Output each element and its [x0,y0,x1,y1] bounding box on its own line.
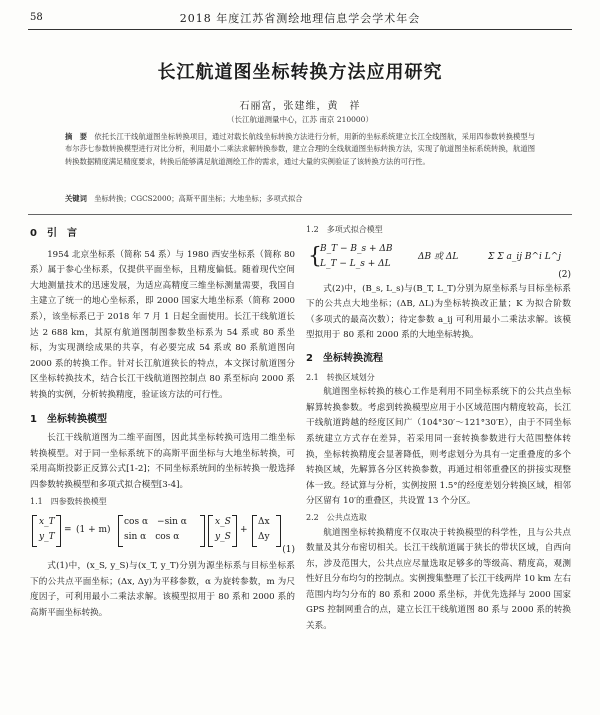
section-introduction: 0 引 言 [30,228,77,239]
abstract-text: 依托长江干线航道图坐标转换项目，通过对载长航线坐标转换方法进行分析，用新的坐标系统建立长江全线图航，采用四参数转换模型与布尔莎七参数转换模型进行对比分析，利用最小二乘法求解转换参数，建立合理的全线航道图坐标转换方法，实现了航道图坐标系统转换，航道图转换数据精度满足精度要求，转换后能够满足航道测绘工作的需求，通过大量的实例验证了该转换方法的可行性。 [65,132,536,166]
keywords [65,193,535,205]
eq2-line-l: L_T − L_s + ΔL [320,258,391,269]
affiliation: （长江航道测量中心，江苏 南京 210000） [227,115,373,124]
eq1-shift-x: Δx [258,517,270,528]
eq1-src-x: x_S [215,517,231,528]
authors: 石丽富，张建维，黄 祥 [239,101,361,112]
eq1-shift-y: Δy [258,532,270,543]
eq1-src-y: y_S [215,532,231,543]
section-model: 1 坐标转换模型 [30,413,107,425]
eq1-lhs-x: x_T [39,517,55,528]
subsection-polynomial: 1.2 多项式拟合模型 [306,225,383,234]
equation-1: x_T y_T = (1 + m) cos α −sin α sin α cos α x_S y_S + Δx Δy (1) [30,511,295,557]
section-workflow: 2 坐标转换流程 [306,352,383,364]
header-rule [28,29,572,30]
eq2-line-b: B_T − B_s + ΔB [320,243,393,254]
page-number: 58 [30,12,43,23]
eq1-scale: (1 + m) [76,525,111,536]
equation-2: { B_T − B_s + ΔB L_T − L_s + ΔL ΔB 或 ΔL Σ Σ a_ij B^i L^j (2) [306,238,571,282]
common-points-paragraph: 航道图坐标转换精度不仅取决于转换模型的科学性，且与公共点数量及其分布密切相关。长江干线航道属于狭长的带状区域，自西向东，涉及范围大，公共点应尽量选取足够多的等级高、精度高，观测性好且分布均匀的控制点。实例搜集整理了长江干线两岸 10 km 左右范围内均匀分布的 80 系和 2000 系坐标，并优先选择与 2000 国家 GPS 控制网重合的点，建立长江干线航道图 80 系与 2000 系的转换关系。 [306,527,571,632]
abstract-label: 摘 要 [65,132,88,141]
left-column [30,226,295,621]
eq1-lhs-y: y_T [39,532,55,543]
region-paragraph: 航道图坐标转换的核心工作是利用不同坐标系统下的公共点坐标解算转换参数。考虑到转换模型应用于小区域范围内精度较高，长江干线航道跨越的经度区间广（104°30′～121°30′E），由于不同坐标系统建立方式存在差异，若采用同一套转换参数进行大范围整体转换，坐标转换精度会显著降低，则考虑划分为具有一定重叠度的多个转换区域，先解算各分区转换参数，再通过相邻重叠区的拼接实现整体一致。经试算与分析，实例按照 1.5°的经度差划分转换区域，相邻分区留有 10′的重叠区，共设置 13 个分区。 [306,387,571,507]
eq1-r11: cos α [124,517,149,528]
subsection-common-points: 2.2 公共点选取 [306,512,367,522]
subsection-four-param: 1.1 四参数转换模型 [30,496,107,506]
eq1-explanation: 式(1)中，(x_S, y_S)与(x_T, y_T)分别为源坐标系与目标坐标系下的公共点平面坐标；(Δx, Δy)为平移参数，α 为旋转参数，m 为尺度因子，可利用最小二乘法求解。该模型拟用于 80 系和 2000 系的高斯平面坐标转换。 [30,561,295,618]
eq2-sum: Σ Σ a_ij B^i L^j [488,251,562,262]
keywords-text: 坐标转换；CGCS2000；高斯平面坐标；大地坐标；多项式拟合 [94,194,303,203]
model-paragraph: 长江干线航道图为二维平面图，因此其坐标转换可选用二维坐标转换模型。对于同一坐标系统下的高斯平面坐标与大地坐标转换，可采用高斯投影正反算公式[1-2]；不同坐标系统间的坐标转换一般选择四参数转换模型和多项式拟合模型[3-4]。 [30,433,295,490]
eq1-number: (1) [282,545,295,556]
subsection-region: 2.1 转换区域划分 [306,372,375,382]
right-column [306,222,571,635]
eq2-explanation: 式(2)中，(B_s, L_s)与(B_T, L_T)分别为原坐标系与目标坐标系下的公共点大地坐标；(ΔB, ΔL)为坐标转换改正量；K 为拟合阶数（多项式的最高次数）；待定参数 a_ij 可利用最小二乘法求解。该模型拟用于 80 系和 2000 系的大地坐标转换。 [306,283,571,341]
abstract [65,131,535,168]
running-title: 2018 年度江苏省测绘地理信息学会学术年会 [179,12,421,25]
section-rule [28,214,572,215]
eq2-delta: ΔB 或 ΔL [418,251,459,262]
intro-paragraph: 1954 北京坐标系（简称 54 系）与 1980 西安坐标系（简称 80 系）属于参心坐标系，仅提供平面坐标，且精度偏低。随着现代空间大地测量技术的迅速发展，为适应高精度三维坐标测量需要，我国自主建立了统一的地心坐标系，即 2000 国家大地坐标系（简称 2000 系），该坐标系已于 2018 年 7 月 1 日起全面使用。长江干线航道长达 2 688 km，其原有航道图制图参数坐标系为 54 系或 80 系坐标，为实现测绘成果的共享，有必要完成 54 系或 80 系航道图向 2000 系的转换工作。针对长江航道狭长的特点，本文探讨航道图分区坐标转换技术，结合长江干线航道图控制点 80 系至标向 2000 系转换的实例，分析转换精度，验证该方法的可行性。 [30,249,295,400]
keywords-label: 关键词 [65,194,87,203]
eq1-r21: sin α [124,532,147,543]
paper-title: 长江航道图坐标转换方法应用研究 [157,62,443,83]
eq1-r22: cos α [155,532,180,543]
eq2-number: (2) [558,269,571,280]
eq1-r12: −sin α [157,517,187,528]
